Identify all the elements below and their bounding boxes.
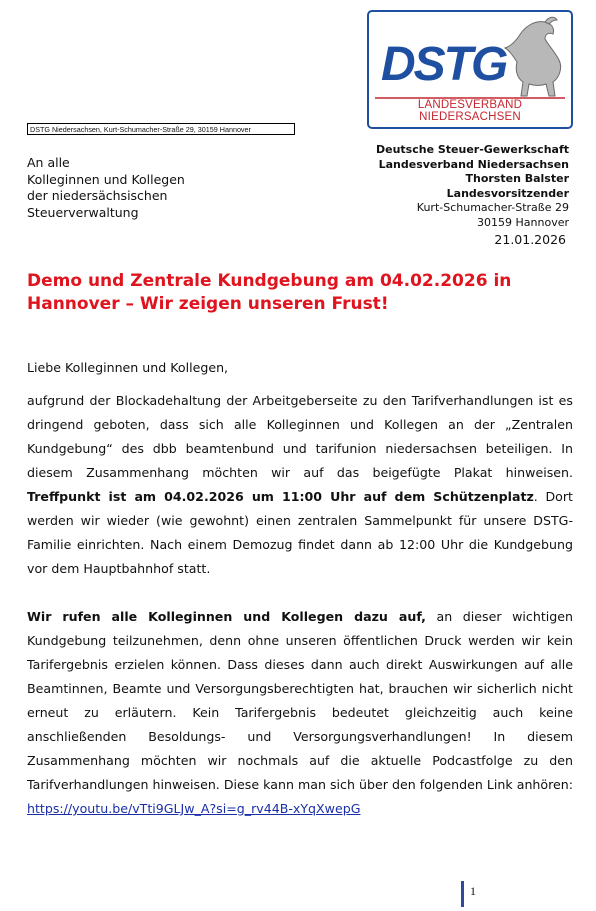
recipient-line: der niedersächsischen (27, 188, 168, 203)
call-to-action: Wir rufen alle Kolleginnen und Kollegen dazu auf, (27, 609, 426, 624)
letter-body (27, 356, 573, 821)
sender-org: Deutsche Steuer-Gewerkschaft (375, 143, 569, 156)
paragraph-2-text: an dieser wichtigen Kundgebung teilzunehmen, denn ohne unseren öffentlichen Druck werden wir kein Tarifergebnis erzielen können. Dass dieses dann auch direkt Auswirkungen auf alle Beamtinnen, Beamte und Versorgungsberechtigten hat, brauchen wir sicherlich nicht erneut zu erläutern. Kein Tarifergebnis bedeutet gleichzeitig auch keine anschließenden Besoldungs- und Versorgungsverhandlungen! In diesem Zusammenhang möchten wir nochmals auf die aktuelle Podcastfolge zu den Tarifverhandlungen hinweisen. Diese kann man sich über den folgenden Link anhören: (27, 609, 573, 792)
greeting: Liebe Kolleginnen und Kollegen, (27, 360, 229, 375)
recipient-block (27, 155, 185, 221)
dstg-logo-graphic (369, 12, 571, 108)
logo-wordmark: DSTG (381, 38, 507, 91)
horse-icon (505, 17, 561, 96)
paragraph-1-text: aufgrund der Blockadehaltung der Arbeitgeberseite zu den Tarifverhandlungen ist es dringend geboten, dass sich alle Kolleginnen und Kollegen an der „Zentralen Kundgebung“ des dbb beamtenbund und tarifunion niedersachsen beteiligen. In diesem Zusammenhang möchten wir auf das beigefügte Plakat hinweisen. (27, 393, 573, 480)
subject-line: Demo und Zentrale Kundgebung am 04.02.2026 in (27, 271, 512, 291)
recipient-line: Kolleginnen und Kollegen (27, 171, 185, 187)
meeting-point-text: Treffpunkt ist am 04.02.2026 um 11:00 Uhr auf dem Schützenplatz (27, 489, 534, 504)
dstg-logo (367, 10, 573, 129)
sender-return-address: DSTG Niedersachsen, Kurt-Schumacher-Straße 29, 30159 Hannover (27, 123, 295, 135)
logo-subtitle: LANDESVERBAND NIEDERSACHSEN (417, 99, 523, 123)
paragraph-1 (27, 389, 573, 581)
sender-block (376, 143, 569, 230)
sender-role: Landesvorsitzender (446, 186, 569, 200)
recipient-line: Steuerverwaltung (27, 204, 139, 220)
subject-line: Hannover – Wir zeigen unseren Frust! (27, 294, 389, 314)
letter-subject (27, 270, 567, 316)
sender-city: 30159 Hannover (477, 215, 569, 229)
page-marker (461, 881, 464, 907)
sender-name: Thorsten Balster (465, 172, 569, 185)
paragraph-2 (27, 605, 573, 821)
podcast-link[interactable]: https://youtu.be/vTti9GLJw_A?si=g_rv44B-xYqXwepG (27, 801, 361, 816)
sender-branch: Landesverband Niedersachsen (378, 157, 569, 171)
paragraph-1-rest: . Dort werden wir wieder (wie gewohnt) einen zentralen Sammelpunkt für unsere DSTG-Familie einrichten. Nach einem Demozug findet dann ab 12:00 Uhr die Kundgebung vor dem Hauptbahnhof statt. (27, 489, 573, 576)
recipient-line: An alle (27, 155, 70, 170)
letter-date: 21.01.2026 (494, 232, 566, 247)
sender-street: Kurt-Schumacher-Straße 29 (416, 201, 569, 214)
page-number: 1 (470, 884, 476, 898)
